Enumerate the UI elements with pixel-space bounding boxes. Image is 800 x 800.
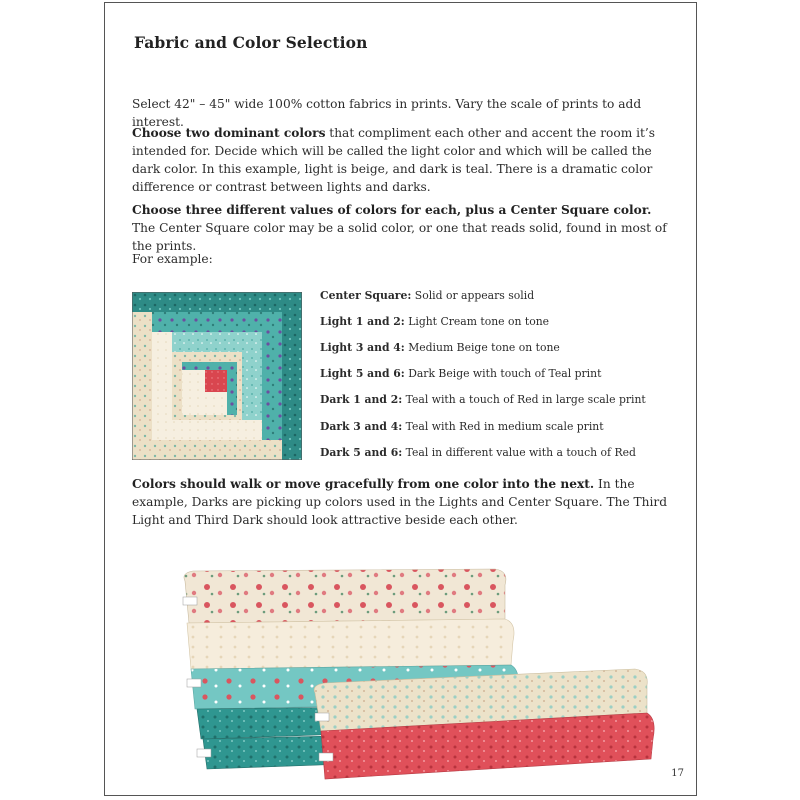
- spec-dark-3-4: Dark 3 and 4: Teal with Red in medium scale print: [320, 420, 604, 433]
- for-example-label: For example:: [132, 252, 213, 266]
- dominant-colors-text: that compliment each other and accent the room it’s intended for. Decide which will be called the light color and which will be called the dark color. In this example, light is beige, and dark is teal. There is a dramatic color difference or contrast between lights and darks.: [132, 126, 656, 194]
- spec-center-square: Center Square: Solid or appears solid: [320, 289, 535, 302]
- spec-dark-5-6: Dark 5 and 6: Teal in different value with a touch of Red: [320, 446, 636, 459]
- values-lead: Choose three different values of colors for each, plus a Center Square color.: [132, 203, 652, 217]
- page-title: Fabric and Color Selection: [134, 33, 368, 52]
- dominant-colors-lead: Choose two dominant colors: [132, 126, 326, 140]
- intro-paragraph: Select 42" – 45" wide 100% cotton fabrics in prints. Vary the scale of prints to add interest.: [132, 97, 642, 129]
- spec-light-1-2: Light 1 and 2: Light Cream tone on tone: [320, 315, 550, 328]
- values-text: The Center Square color may be a solid color, or one that reads solid, found in most of the prints.: [132, 221, 667, 253]
- spec-light-5-6: Light 5 and 6: Dark Beige with touch of Teal print: [320, 367, 602, 380]
- color-flow-paragraph: [132, 475, 672, 529]
- color-flow-text: In the example, Darks are picking up colors used in the Lights and Center Square. The Third Light and Third Dark should look attractive beside each other.: [132, 477, 668, 527]
- fabric-stack-photo: [175, 563, 655, 783]
- log-cabin-block-image: [132, 292, 302, 460]
- values-paragraph: [132, 201, 672, 255]
- spec-dark-1-2: Dark 1 and 2: Teal with a touch of Red in large scale print: [320, 393, 646, 406]
- color-flow-lead: Colors should walk or move gracefully from one color into the next.: [132, 477, 595, 491]
- spec-light-3-4: Light 3 and 4: Medium Beige tone on tone: [320, 341, 560, 354]
- page-number: 17: [671, 768, 684, 779]
- dominant-colors-paragraph: [132, 124, 672, 196]
- book-page: [104, 2, 697, 796]
